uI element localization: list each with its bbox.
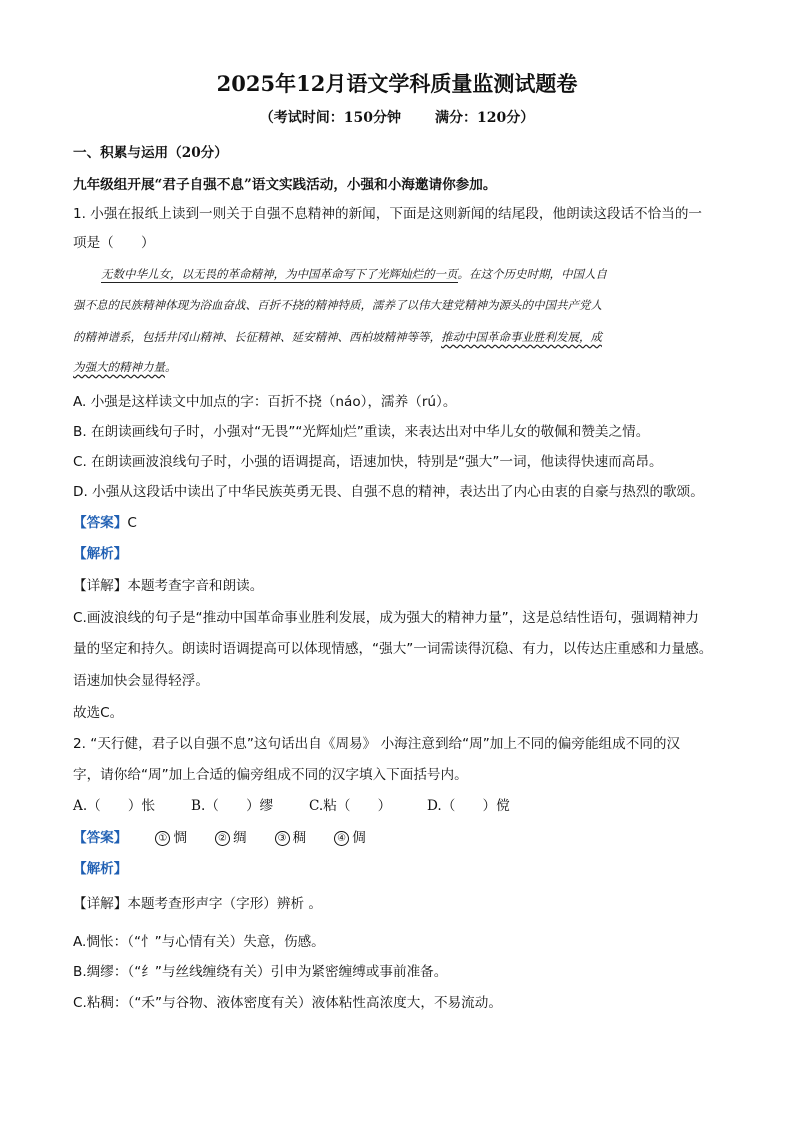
q1-passage-line2: 强不息的民族精神体现为浴血奋战、百折不挠的精神特质，濡养了以伟大建党精神为源头的中国共产党人 (73, 298, 602, 312)
q1-explain-line3: 语速加快会显得轻浮。 (73, 673, 209, 689)
q2-explain-c: C.粘稠：（“禾”与谷物、液体密度有关）液体粘性高浓度大，不易流动。 (73, 995, 502, 1011)
q1-detail: 【详解】本题考查字音和朗读。 (73, 578, 264, 594)
analysis-tag: 【解析】 (73, 861, 128, 877)
q1-stem-line1: 1. 小强在报纸上读到一则关于自强不息精神的新闻，下面是这则新闻的结尾段，他朗读这段话不恰当的一 (73, 206, 703, 222)
q1-option-b: B. 在朗读画线句子时，小强对“无畏”“光辉灿烂”重读，来表达出对中华儿女的敬佩和赞美之情。 (73, 424, 650, 440)
q2-detail: 【详解】本题考查形声字（字形）辨析 。 (73, 896, 323, 912)
q1-conclusion: 故选C。 (73, 705, 124, 721)
q2-blank-c: C.粘（ ） (309, 798, 392, 814)
q1-passage-line4: 为强大的精神力量。 (73, 360, 177, 374)
underlined-sentence: 无数中华儿女，以无畏的革命精神，为中国革命写下了光辉灿烂的一页 (101, 267, 458, 281)
q1-explain-line1: C.画波浪线的句子是“推动中国革命事业胜利发展，成为强大的精神力量”，这是总结性语句，强调精神力 (73, 610, 700, 626)
exam-meta (0, 107, 794, 127)
q2-explain-b: B.绸缪：（“纟”与丝线缠绕有关）引申为紧密缠缚或事前准备。 (73, 964, 448, 980)
q2-answer-1: ① 惆 (155, 830, 187, 846)
q1-answer (73, 513, 733, 533)
section-heading: 一、积累与运用（20分） (73, 145, 228, 161)
answer-tag: 【答案】 (73, 515, 128, 531)
q1-passage-line3: 的精神谱系，包括井冈山精神、长征精神、延安精神、西柏坡精神等等，推动中国革命事业胜利发展，成 (73, 330, 602, 344)
q2-answer-2: ② 绸 (215, 830, 247, 846)
q1-option-a: A. 小强是这样读文中加点的字：百折不挠（náo），濡养（rú）。 (73, 394, 457, 410)
q1-option-c: C. 在朗读画波浪线句子时，小强的语调提高，语速加快，特别是“强大”一词，他读得快速而高昂。 (73, 454, 663, 470)
section-intro: 九年级组开展“君子自强不息”语文实践活动，小强和小海邀请你参加。 (73, 177, 497, 193)
q2-answer-3: ③ 稠 (275, 830, 307, 846)
q2-blank-d: D.（ ）傥 (427, 798, 510, 814)
q1-passage-line1: 无数中华儿女，以无畏的革命精神，为中国革命写下了光辉灿烂的一页。在这个历史时期，中国人自 (101, 267, 607, 281)
wavy-sentence-part2: 为强大的精神力量 (73, 360, 165, 374)
answer-value: C (127, 515, 137, 531)
answer-tag: 【答案】 (73, 830, 128, 846)
q1-stem-line2: 项是（ ） (73, 235, 155, 251)
q2-analysis (73, 859, 733, 879)
q2-blank-a: A.（ ）怅 (73, 798, 156, 814)
q1-explain-line2: 量的坚定和持久。朗读时语调提高可以体现情感，“强大”一词需读得沉稳、有力，以传达庄重感和力量感。 (73, 641, 713, 657)
q2-explain-a: A.惆怅：（“忄”与心情有关）失意，伤感。 (73, 934, 325, 950)
analysis-tag: 【解析】 (73, 546, 128, 562)
q2-stem-line1: 2. “天行健，君子以自强不息”这句话出自《周易》 小海注意到给“周”加上不同的偏旁能组成不同的汉 (73, 736, 681, 752)
q2-stem-line2: 字，请你给“周”加上合适的偏旁组成不同的汉字填入下面括号内。 (73, 767, 468, 783)
exam-time: （考试时间：150分钟 (259, 110, 401, 126)
wavy-sentence-part1: 推动中国革命事业胜利发展，成 (441, 330, 602, 344)
q1-analysis (73, 544, 733, 564)
q2-blank-b: B.（ ）缪 (191, 798, 274, 814)
q2-blanks (73, 796, 733, 816)
full-score: 满分：120分） (435, 110, 535, 126)
q2-answer (73, 828, 733, 848)
q1-option-d: D. 小强从这段话中读出了中华民族英勇无畏、自强不息的精神，表达出了内心由衷的自豪与热烈的歌颂。 (73, 484, 704, 500)
page-title: 2025年12月语文学科质量监测试题卷 (216, 71, 578, 96)
q2-answer-4: ④ 倜 (334, 830, 366, 846)
